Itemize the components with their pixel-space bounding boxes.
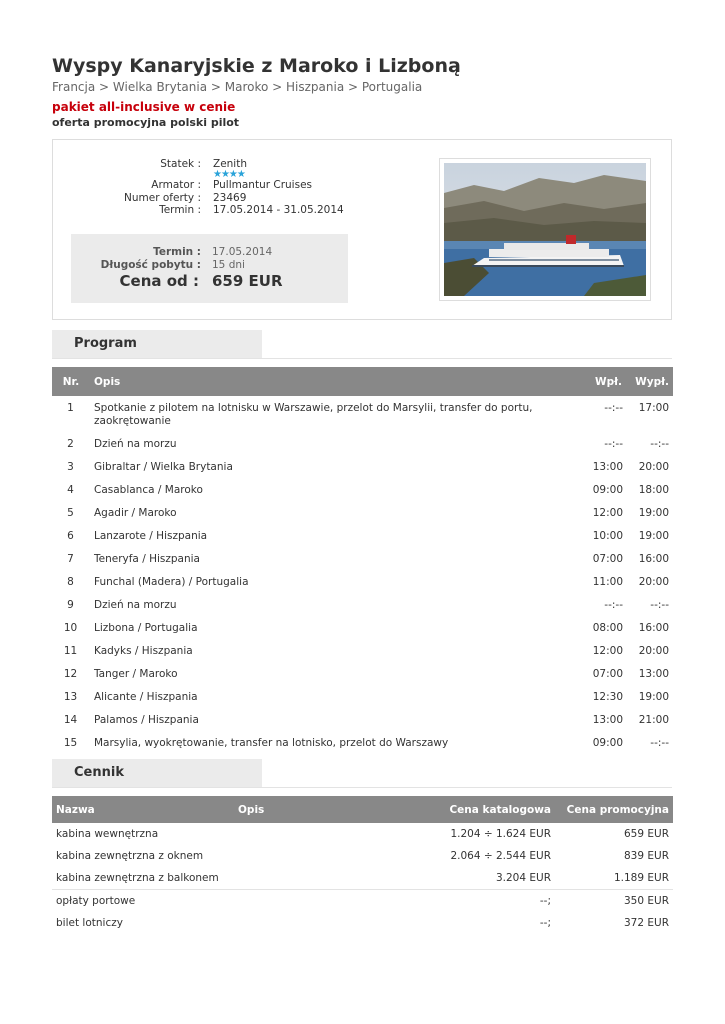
ship-value: Zenith [213,158,247,170]
day-number: 12 [63,668,78,680]
rating-stars-icon: ★★★★ [213,169,245,180]
departure-time: --:-- [650,737,669,749]
route-breadcrumb: Francja > Wielka Brytania > Maroko > Hiszpania > Portugalia [52,80,423,94]
promo-price: 839 EUR [624,850,669,862]
item-description [234,912,417,934]
arrival-time: --:-- [604,438,623,450]
arrival-time: 12:00 [592,645,623,657]
program-section-header [52,330,672,359]
pricing-row [52,890,673,913]
program-row [52,478,673,501]
departure-time: 13:00 [638,668,669,680]
day-number: 13 [63,691,78,703]
arrival-time: 09:00 [592,737,623,749]
departure-time: 19:00 [638,507,669,519]
day-description: Dzień na morzu [94,599,177,611]
day-number: 5 [67,507,74,519]
departure-time: 21:00 [638,714,669,726]
item-description [234,867,417,890]
departure-time: --:-- [650,599,669,611]
pricing-row [52,823,673,845]
day-description: Lizbona / Portugalia [94,622,198,634]
program-row [52,501,673,524]
item-name: bilet lotniczy [56,917,123,929]
departure-time: 16:00 [638,622,669,634]
program-row [52,432,673,455]
day-description: Teneryfa / Hiszpania [94,553,200,565]
program-row [52,731,673,754]
day-description: Alicante / Hiszpania [94,691,198,703]
program-section-title: Program [52,330,262,358]
offer-number-value: 23469 [213,192,247,204]
pricing-row [52,867,673,890]
day-description: Kadyks / Hiszpania [94,645,193,657]
day-number: 4 [67,484,74,496]
arrival-time: 08:00 [592,622,623,634]
day-number: 10 [63,622,78,634]
departure-time: 19:00 [638,530,669,542]
col-opis: Opis [90,367,580,396]
departure-time: 20:00 [638,576,669,588]
day-number: 2 [67,438,74,450]
program-row [52,616,673,639]
cruise-ship-image [444,163,646,296]
duration-label: Długość pobytu : [100,259,201,271]
program-row [52,570,673,593]
col-name: Nazwa [52,796,234,823]
day-description: Gibraltar / Wielka Brytania [94,461,233,473]
day-description: Marsylia, wyokrętowanie, transfer na lotnisko, przelot do Warszawy [94,737,449,749]
page-title: Wyspy Kanaryjskie z Maroko i Lizboną [52,55,461,77]
date-range-value: 17.05.2014 - 31.05.2014 [213,204,344,216]
program-row [52,524,673,547]
arrival-time: --:-- [604,599,623,611]
item-description [234,890,417,913]
item-name: kabina zewnętrzna z oknem [56,850,204,862]
departure-time: 17:00 [638,402,669,414]
day-number: 6 [67,530,74,542]
day-description: Palamos / Hiszpania [94,714,199,726]
program-row [52,455,673,478]
arrival-time: 13:00 [592,714,623,726]
price-value: 659 EUR [212,272,283,290]
catalog-price: 1.204 ÷ 1.624 EUR [450,828,551,840]
day-description: Tanger / Maroko [94,668,178,680]
pricing-row [52,912,673,934]
program-row [52,685,673,708]
catalog-price: --; [539,917,551,929]
departure-time: 18:00 [638,484,669,496]
day-description: Spotkanie z pilotem na lotnisku w Warszawie, przelot do Marsylii, transfer do portu, zaokrętowanie [94,402,533,427]
summary-date-value: 17.05.2014 [212,246,273,258]
ship-photo [439,158,651,301]
day-description: Dzień na morzu [94,438,177,450]
pricing-table [52,796,673,934]
item-name: kabina zewnętrzna z balkonem [56,872,219,884]
arrival-time: 11:00 [592,576,623,588]
col-description: Opis [234,796,417,823]
departure-time: 19:00 [638,691,669,703]
day-number: 11 [63,645,78,657]
promo-price: 350 EUR [555,890,673,913]
program-row [52,593,673,616]
offer-number-label: Numer oferty : [124,192,201,204]
arrival-time: 07:00 [592,668,623,680]
date-range-label: Termin : [159,204,201,216]
day-description: Lanzarote / Hiszpania [94,530,208,542]
arrival-time: --:-- [604,402,623,414]
departure-time: 20:00 [638,645,669,657]
summary-date-label: Termin : [153,246,201,258]
arrival-time: 12:30 [592,691,623,703]
offer-info-box [52,139,672,320]
day-number: 3 [67,461,74,473]
owner-label: Armator : [151,179,201,191]
program-row [52,639,673,662]
departure-time: --:-- [650,438,669,450]
item-name: kabina wewnętrzna [56,828,159,840]
day-number: 9 [67,599,74,611]
arrival-time: 07:00 [592,553,623,565]
day-description: Casablanca / Maroko [94,484,203,496]
catalog-price: --; [417,890,555,913]
arrival-time: 09:00 [592,484,623,496]
program-row [52,708,673,731]
col-catalog-price: Cena katalogowa [417,796,555,823]
col-promo-price: Cena promocyjna [555,796,673,823]
program-row [52,547,673,570]
day-number: 14 [63,714,78,726]
col-departure: Wypł. [623,367,673,396]
catalog-price: 2.064 ÷ 2.544 EUR [450,850,551,862]
day-description: Funchal (Madera) / Portugalia [94,576,249,588]
item-description [234,823,417,845]
promo-note: oferta promocyjna polski pilot [52,116,240,129]
item-name: opłaty portowe [52,890,234,913]
program-row [52,662,673,685]
price-label: Cena od : [119,272,199,290]
promo-price: 1.189 EUR [613,872,669,884]
duration-value: 15 dni [212,259,245,271]
program-header-row [52,367,673,396]
departure-time: 20:00 [638,461,669,473]
program-table [52,367,673,754]
promo-price: 659 EUR [624,828,669,840]
arrival-time: 13:00 [592,461,623,473]
day-number: 15 [63,737,78,749]
ship-label: Statek : [160,158,201,170]
departure-time: 16:00 [638,553,669,565]
pricing-section-title: Cennik [52,759,262,787]
day-number: 1 [67,402,74,414]
arrival-time: 10:00 [592,530,623,542]
promo-price: 372 EUR [624,917,669,929]
price-summary-box [71,234,348,303]
pricing-header-row [52,796,673,823]
pricing-row [52,845,673,867]
pricing-section-header [52,759,672,788]
program-row [52,396,673,432]
col-arrival: Wpł. [580,367,623,396]
col-nr: Nr. [52,367,90,396]
day-description: Agadir / Maroko [94,507,177,519]
day-number: 7 [67,553,74,565]
catalog-price: 3.204 EUR [495,872,551,884]
item-description [234,845,417,867]
day-number: 8 [67,576,74,588]
arrival-time: 12:00 [592,507,623,519]
all-inclusive-note: pakiet all-inclusive w cenie [52,100,236,114]
owner-value: Pullmantur Cruises [213,179,313,191]
